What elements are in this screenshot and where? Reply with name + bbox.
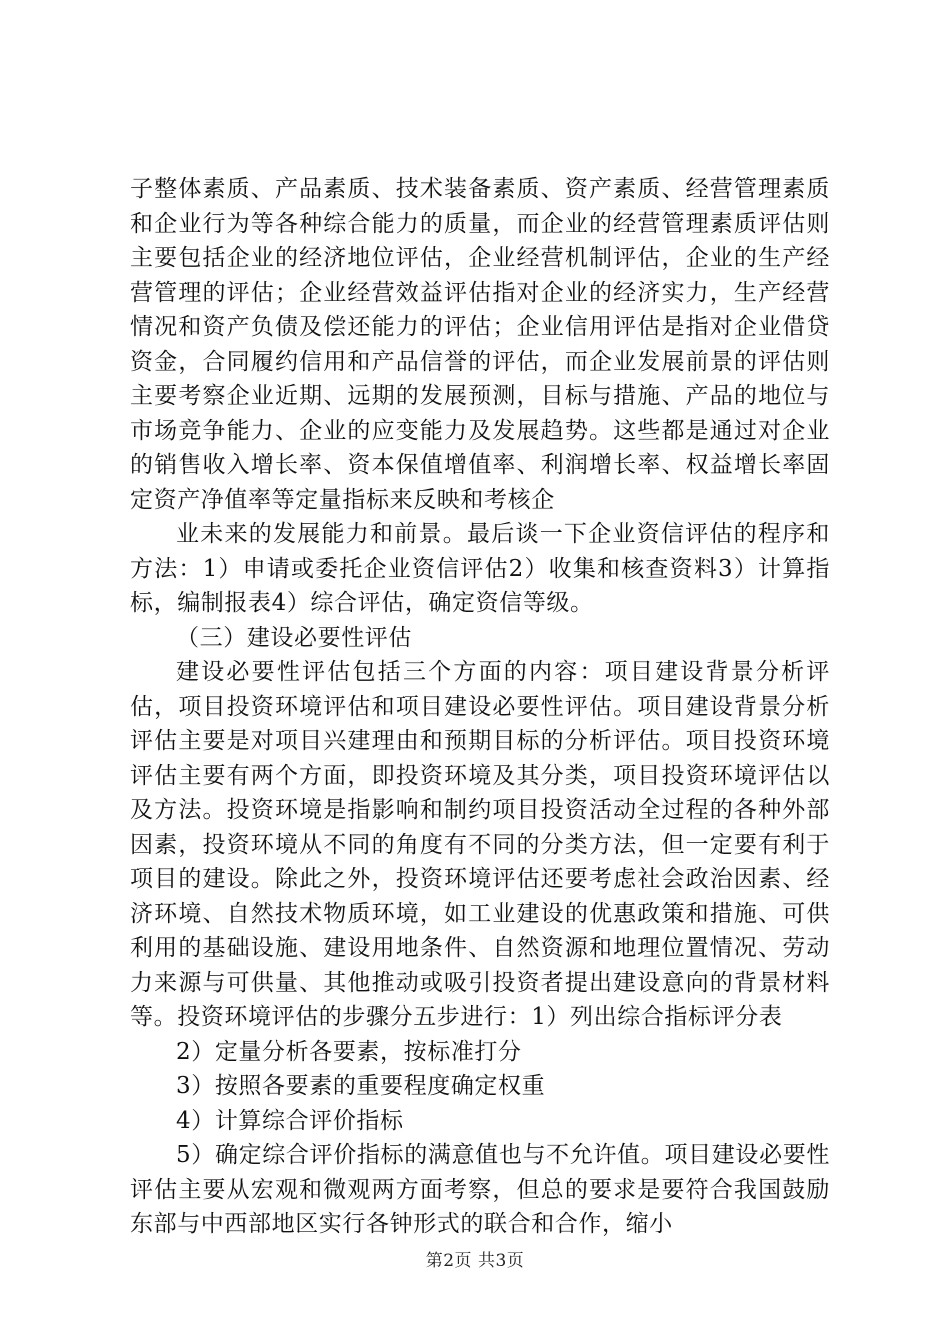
list-item-step-3: 3）按照各要素的重要程度确定权重 <box>176 1073 546 1099</box>
paragraph-3: 建设必要性评估包括三个方面的内容：项目建设背景分析评估，项目投资环境评估和项目建设必要性评估。项目建设背景分析评估主要是对项目兴建理由和预期目标的分析评估。项目投资环境评估主要有两个方面，即投资环境及其分类，项目投资环境评估以及方法。投资环境是指影响和制约项目投资活动全过程的各种外部因素，投资环境从不同的角度有不同的分类方法，但一定要有利于项目的建设。除此之外，投资环境评估还要考虑社会政治因素、经济环境、自然技术物质环境，如工业建设的优惠政策和措施、可供利用的基础设施、建设用地条件、自然资源和地理位置情况、劳动力来源与可供量、其他推动或吸引投资者提出建设意向的背景材料等。投资环境评估的步骤分五步进行：1）列出综合指标评分表 <box>130 659 830 1030</box>
list-item-step-4: 4）计算综合评价指标 <box>176 1107 404 1134</box>
section-heading: （三）建设必要性评估 <box>176 624 412 651</box>
paragraph-2: 业未来的发展能力和前景。最后谈一下企业资信评估的程序和方法：1）申请或委托企业资信评估2）收集和核查资料3）计算指标，编制报表4）综合评估，确定资信等级。 <box>130 521 830 616</box>
page-footer: 第2页 共3页 <box>425 1251 525 1271</box>
list-item-step-2: 2）定量分析各要素，按标准打分 <box>176 1038 522 1065</box>
paragraph-1: 子整体素质、产品素质、技术装备素质、资产素质、经营管理素质和企业行为等各种综合能力的质量，而企业的经营管理素质评估则主要包括企业的经济地位评估，企业经营机制评估，企业的生产经营管理的评估；企业经营效益评估指对企业的经济实力，生产经营情况和资产负债及偿还能力的评估；企业信用评估是指对企业借贷资金，合同履约信用和产品信誉的评估，而企业发展前景的评估则主要考察企业近期、远期的发展预测，目标与措施、产品的地位与市场竞争能力、企业的应变能力及发展趋势。这些都是通过对企业的销售收入增长率、资本保值增值率、利润增长率、权益增长率固定资产净值率等定量指标来反映和考核企 <box>130 176 830 513</box>
list-item-step-5: 5）确定综合评价指标的满意值也与不允许值。项目建设必要性评估主要从宏观和微观两方面考察，但总的要求是要符合我国鼓励东部与中西部地区实行各钟形式的联合和合作，缩小 <box>130 1142 830 1237</box>
document-body <box>130 172 830 1242</box>
